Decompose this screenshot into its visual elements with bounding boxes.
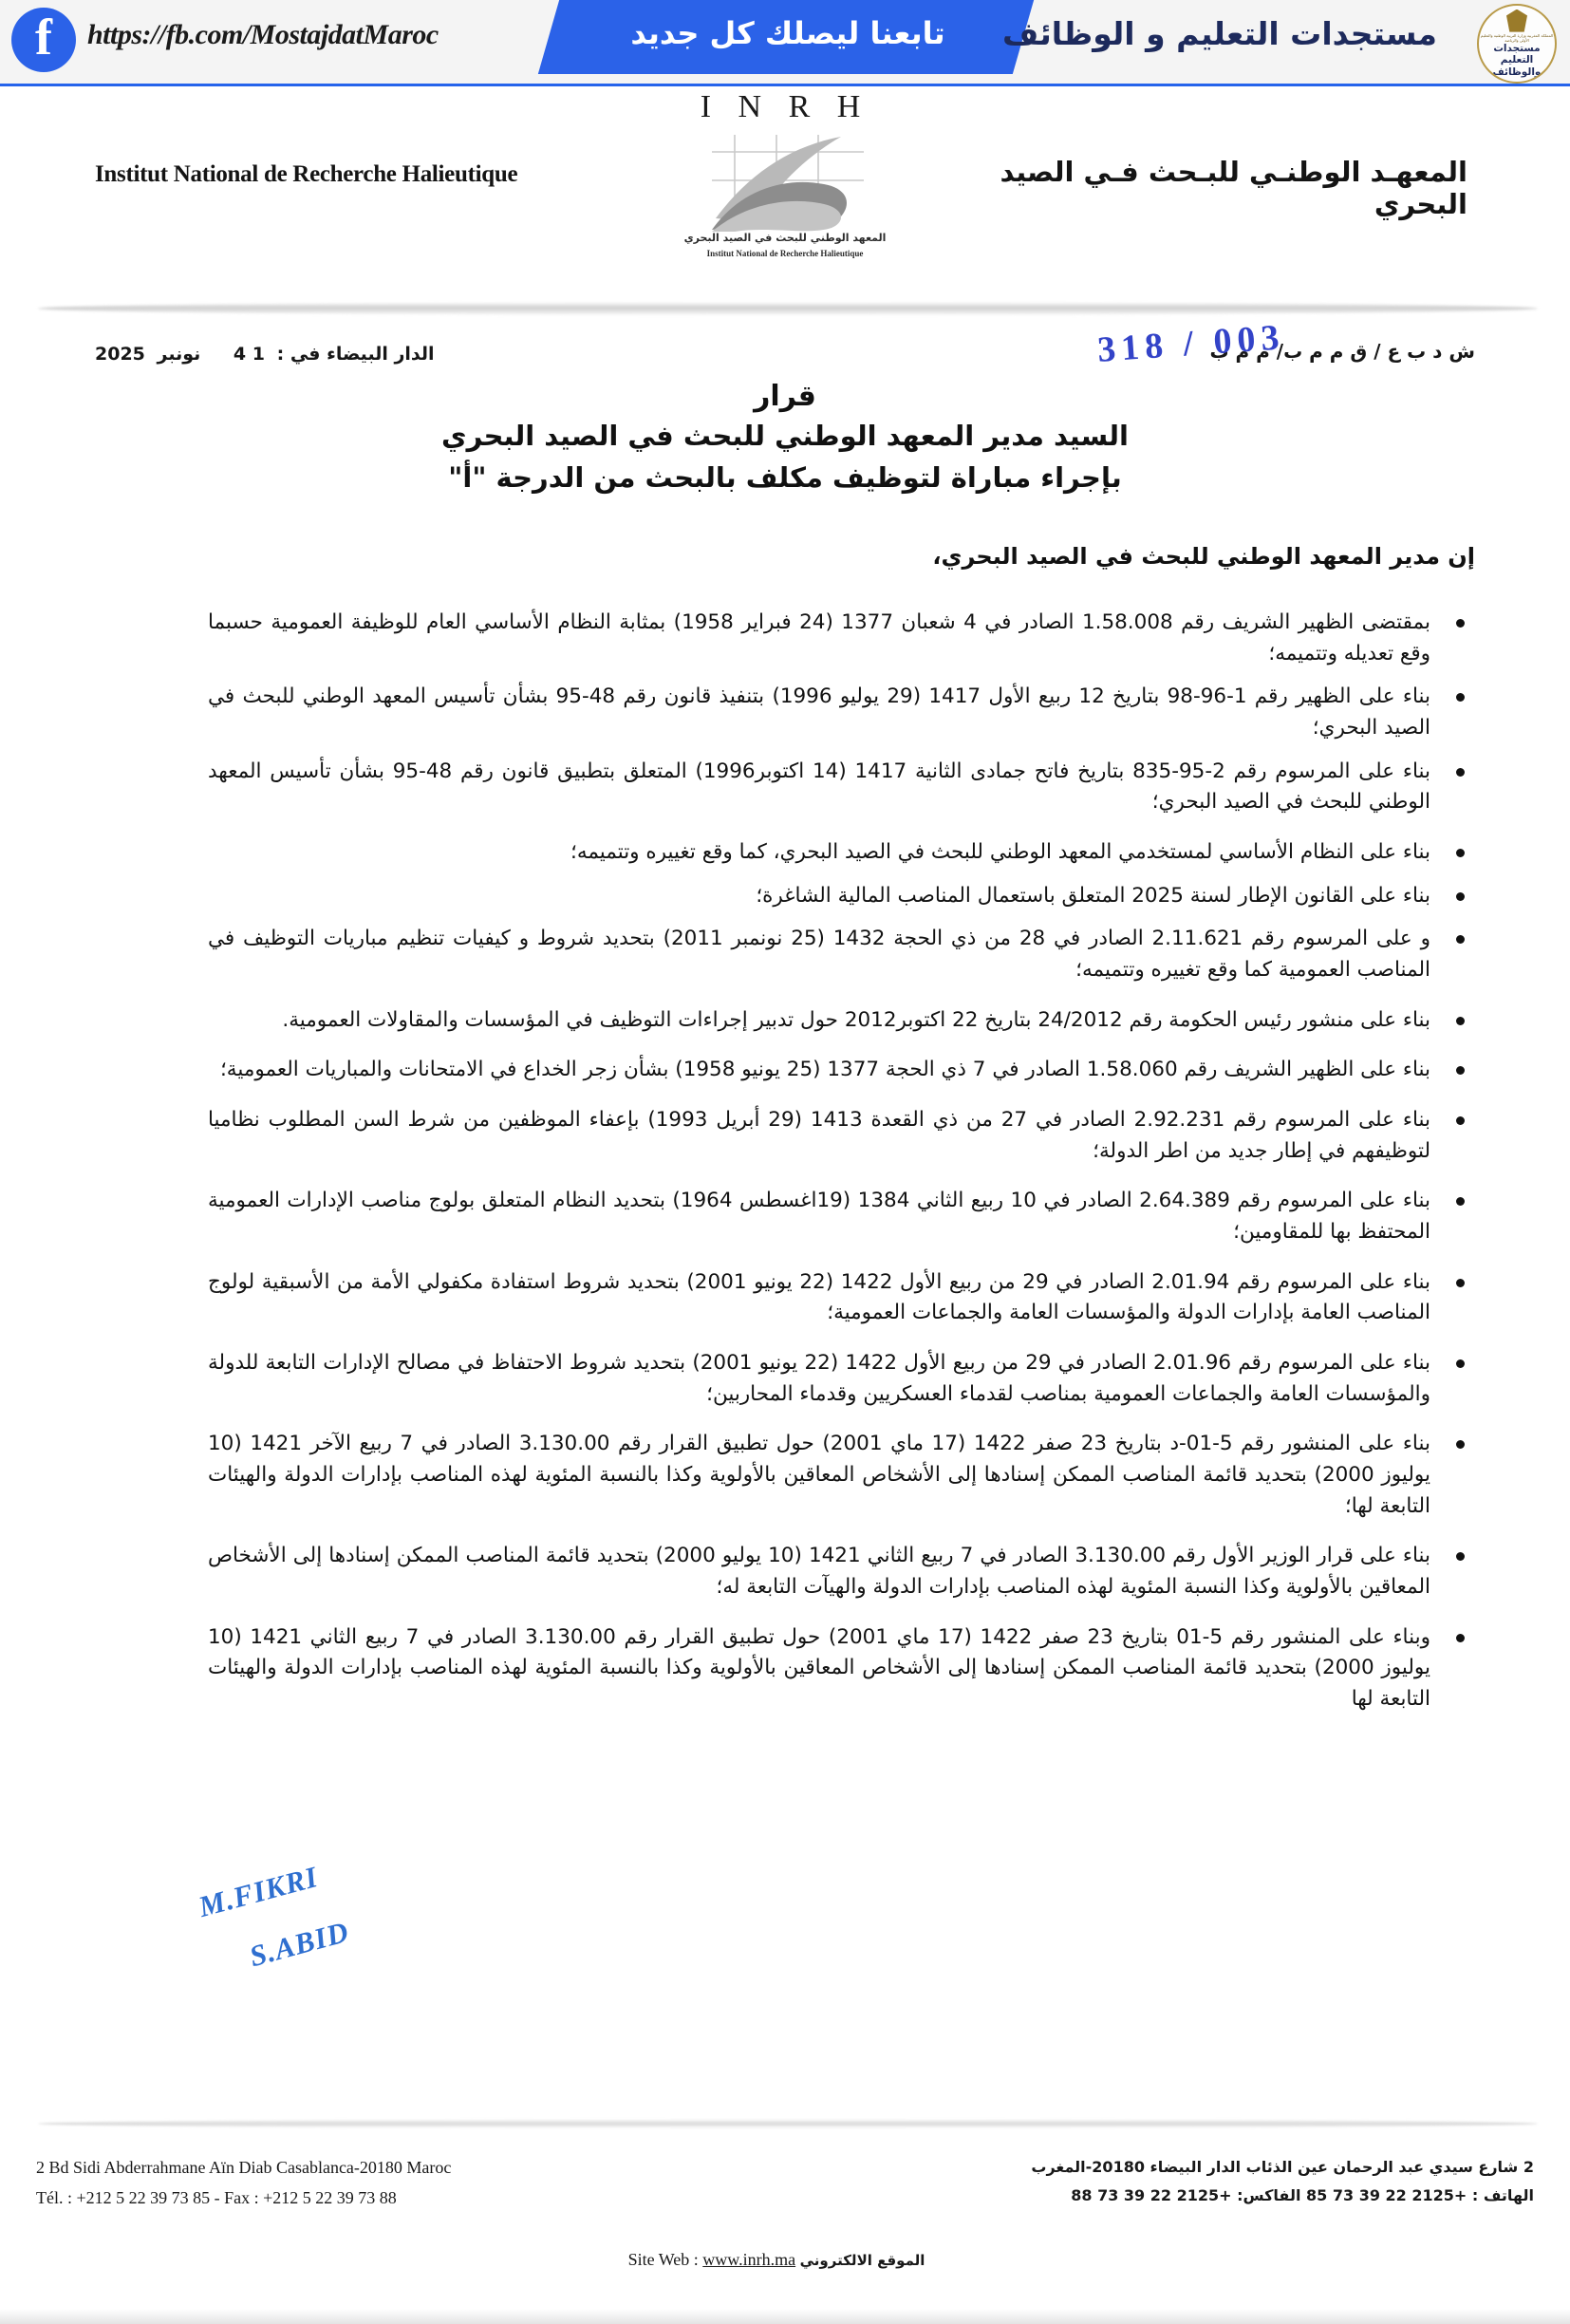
inrh-logo [676, 87, 894, 277]
ministry-emblem [1477, 4, 1557, 84]
inrh-logo-mark [702, 131, 873, 234]
inrh-acronym: I N R H [700, 89, 870, 124]
footer-address-ar: 2 شارع سيدي عبد الرحمان عين الذئاب الدار البيضاء 20180-المغرب [1031, 2158, 1534, 2176]
footer-phone-fr: Tél. : +212 5 22 39 73 85 - Fax : +212 5 22 39 73 88 [36, 2187, 397, 2207]
promo-banner [0, 0, 1570, 86]
clause-item: بناء على قرار الوزير الأول رقم 3.130.00 الصادر في 7 ربيع الثاني 1421 (10 يوليو 2000) بتحديد قائمة المناصب الممكن إسنادها إلى الأشخاص المعاقين بالأولوية وكذا النسبة المئوية لهذه المناصب بإدارات الدولة والهيآت التابعة له؛ [208, 1541, 1480, 1602]
footer-web-url[interactable]: www.inrh.ma [702, 2250, 796, 2269]
logo-caption-ar: المعهد الوطني للبحث في الصيد البحري [683, 232, 887, 244]
footer-web-label-ar: الموقع الالكتروني [799, 2252, 925, 2269]
emblem-line-2: والوظائف [1492, 66, 1542, 78]
clause-item: بناء على المرسوم رقم 2.92.231 الصادر في 27 من ذي القعدة 1413 (29 أبريل 1993) بإعفاء الموظفين من شرط السن المطلوب نظاميا لتوظيفهم في إطار جديد من اطر الدولة؛ [208, 1105, 1480, 1167]
clause-item: بناء على المرسوم رقم 2.01.96 الصادر في 29 من ربيع الأول 1422 (22 يونيو 2001) بتحديد شروط الاحتفاظ في مصالح الإدارات التابعة للدولة والمؤسسات العامة والجماعات العمومية بمناصب لقدماء العسكريين وقدماء المحاربين؛ [208, 1348, 1480, 1410]
footer-contact-fr [36, 2153, 451, 2213]
clause-item: بناء على الظهير الشريف رقم 1.58.060 الصادر في 7 ذي الحجة 1377 (25 يونيو 1958) بشأن زجر الخداع في الامتحانات والمباريات العمومية؛ [208, 1055, 1480, 1086]
clause-item: بناء على المنشور رقم 5-01-د بتاريخ 23 صفر 1422 (17 ماي 2001) حول تطبيق القرار رقم 3.130.00 الصادر في 7 ربيع الآخر 1421 (10 يوليوز 2000) بتحديد قائمة المناصب الممكن إسنادها إلى الأشخاص المعاقين بالأولوية وكذا بالنسبة المئوية لهذه المناصب بإدارات الدولة والهيئات التابعة لها؛ [208, 1429, 1480, 1522]
clause-item: و على المرسوم رقم 2.11.621 الصادر في 28 من ذي الحجة 1432 (25 نونمبر 2011) بتحديد شروط و كيفيات تنظيم مباريات التوظيف في المناصب العمومية كما وقع تغييره وتتميمه؛ [208, 924, 1480, 985]
place-label: الدار البيضاء في : [276, 344, 435, 365]
emblem-line-1: مستجدات التعليم [1493, 42, 1541, 66]
reference-code-label: ش د ب ع / ق م م ب/ م م ب [1209, 340, 1475, 363]
reference-number-handwritten: 318 / 003 [1096, 317, 1287, 370]
clause-item: بناء على القانون الإطار لسنة 2025 المتعلق باستعمال المناصب المالية الشاغرة؛ [208, 881, 1480, 912]
clause-item: بناء على الظهير رقم 1-96-98 بتاريخ 12 ربيع الأول 1417 (29 يوليو 1996) بتنفيذ قانون رقم 48-95 بشأن تأسيس المعهد الوطني للبحث في الصيد البحري؛ [208, 682, 1480, 743]
footer-address-fr: 2 Bd Sidi Abderrahmane Aïn Diab Casablanca-20180 Maroc [36, 2158, 452, 2177]
facebook-icon[interactable] [11, 8, 76, 72]
clause-item: بناء على منشور رئيس الحكومة رقم 24/2012 بتاريخ 22 اكتوبر2012 حول تدبير إجراءات التوظيف في المؤسسات والمقاولات العمومية. [208, 1005, 1480, 1037]
footer-website-line [0, 2250, 1570, 2270]
morocco-crest-icon [1506, 9, 1527, 32]
date-day: 1 4 [233, 344, 265, 365]
date-month: نونبر [157, 344, 201, 365]
clause-item: بناء على المرسوم رقم 2.01.94 الصادر في 29 من ربيع الأول 1422 (22 يونيو 2001) بتحديد شروط استفادة مكفولي الأمة من الأسبقية لولوج المناصب العامة بإدارات الدولة والمؤسسات العامة والجماعات العمومية؛ [208, 1267, 1480, 1329]
banner-brand-text: مستجدات التعليم و الوظائف [1002, 15, 1437, 52]
emblem-ministry-text: المملكة المغربية وزارة التربية الوطنية والتعليم الأولي والرياضة [1480, 32, 1554, 43]
institute-name-ar: المعهـد الوطنـي للبـحث فـي الصيد البحري [1000, 156, 1467, 220]
footer-contact-ar [1031, 2153, 1534, 2209]
facebook-url[interactable]: https://fb.com/MostajdatMaroc [87, 19, 439, 50]
clause-item: بناء على النظام الأساسي لمستخدمي المعهد الوطني للبحث في الصيد البحري، كما وقع تغييره وتتميمه؛ [208, 837, 1480, 869]
clause-item: بمقتضى الظهير الشريف رقم 1.58.008 الصادر في 4 شعبان 1377 (24 فبراير 1958) بمثابة النظام الأساسي العام للوظيفة العمومية حسبما وقع تعديله وتتميمه؛ [208, 608, 1480, 669]
place-date-line [95, 344, 435, 365]
signature-abid: S.ABID [246, 1914, 353, 1974]
page-bottom-shadow [0, 2309, 1570, 2324]
facebook-glyph: f [35, 9, 52, 66]
clause-item: بناء على المرسوم رقم 2.64.389 الصادر في 10 ربيع الثاني 1384 (19اغسطس 1964) بتحديد النظام المتعلق بولوج مناصب الإدارات العمومية المحتفظ بها للمقاومين؛ [208, 1186, 1480, 1247]
signature-fikri: M.FIKRI [195, 1859, 322, 1924]
preamble-text: إن مدير المعهد الوطني للبحث في الصيد البحري، [932, 543, 1475, 570]
banner-cta-text: تابعنا ليصلك كل جديد [630, 15, 945, 51]
page-title: قرار [754, 380, 816, 413]
footer-web-label: Site Web : [627, 2250, 699, 2269]
letterhead [0, 87, 1570, 306]
clause-item: وبناء على المنشور رقم 5-01 بتاريخ 23 صفر 1422 (17 ماي 2001) حول تطبيق القرار رقم 3.130.00 الصادر في 7 ربيع الثاني 1421 (10 يوليوز 2000) بتحديد قائمة المناصب الممكن إسنادها إلى الأشخاص المعاقين بالأولوية وكذا بالنسبة المئوية لهذه المناصب بإدارات الدولة والهيئات التابعة لها [208, 1622, 1480, 1715]
title-subtitle-line-2: بإجراء مباراة لتوظيف مكلف بالبحث من الدرجة "أ" [448, 461, 1122, 494]
footer-phone-ar: الهاتف : +2125 22 39 73 85 الفاكس: +2125 22 39 73 88 [1071, 2185, 1534, 2204]
date-year: 2025 [95, 344, 145, 365]
footer-divider [38, 2119, 1538, 2128]
clause-item: بناء على المرسوم رقم 2-95-835 بتاريخ فاتح جمادى الثانية 1417 (14 اكتوبر1996) المتعلق بتطبيق قانون رقم 48-95 بشأن تأسيس المعهد الوطني للبحث في الصيد البحري؛ [208, 757, 1480, 818]
institute-name-fr: Institut National de Recherche Halieutique [95, 161, 518, 187]
clause-list [208, 608, 1480, 1728]
title-subtitle-line-1: السيد مدير المعهد الوطني للبحث في الصيد البحري [441, 420, 1129, 452]
logo-caption-fr: Institut National de Recherche Halieutique [706, 249, 864, 258]
scan-divider [38, 302, 1538, 315]
